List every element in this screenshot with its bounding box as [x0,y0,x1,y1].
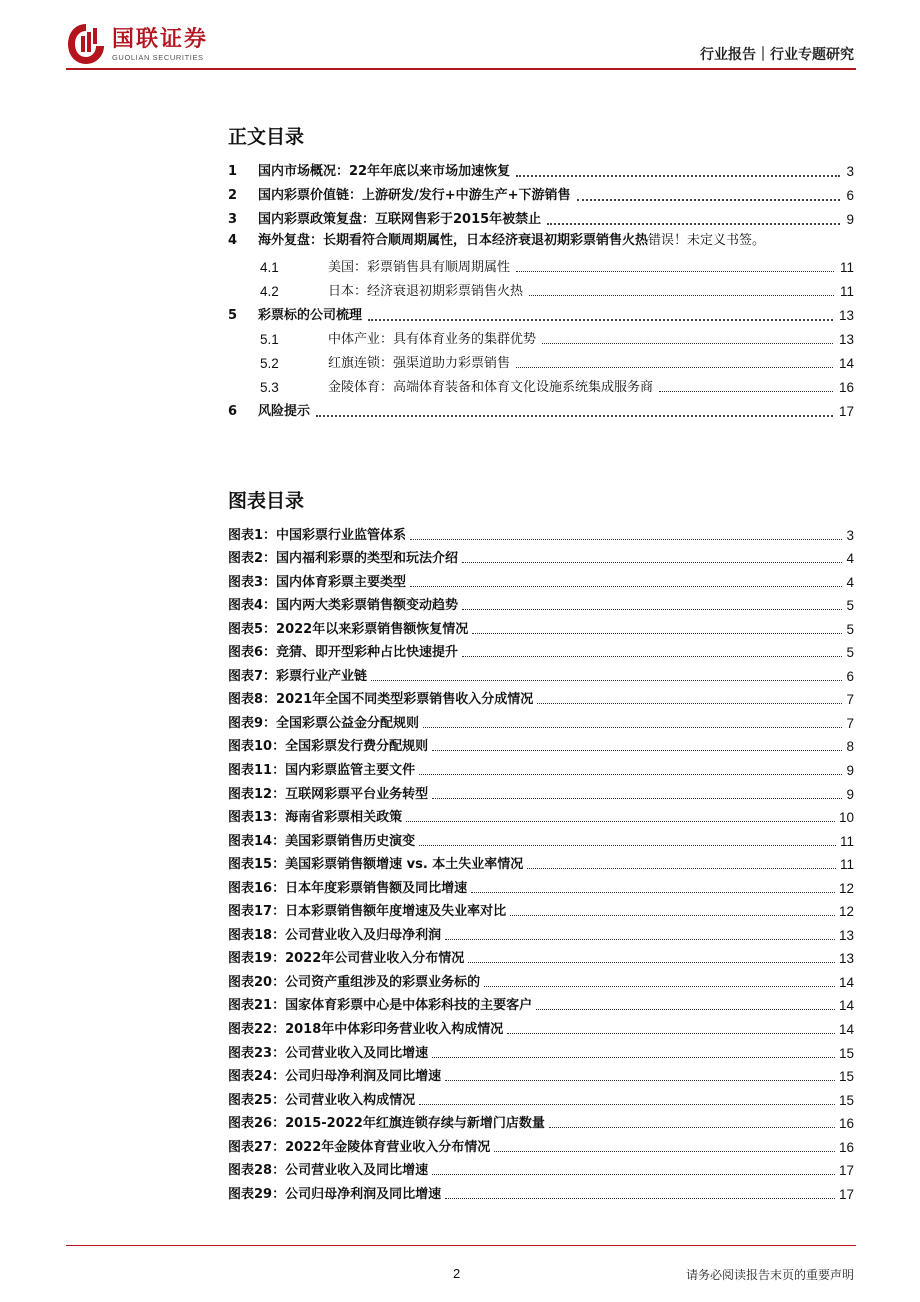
figure-item-label: 图表1：中国彩票行业监管体系 [228,527,407,543]
toc-item[interactable] [228,300,854,324]
figure-item-label: 图表10：全国彩票发行费分配规则 [228,739,429,755]
toc-item[interactable] [228,228,854,252]
toc-item-number: 3 [228,212,238,227]
figure-item-page: 4 [846,574,854,590]
figure-item[interactable] [228,873,854,897]
footer-divider [66,1245,856,1246]
figure-item[interactable] [228,991,854,1015]
dot-leader [419,844,836,846]
figure-item[interactable] [228,685,854,709]
dot-leader [419,773,842,775]
figure-item[interactable] [228,591,854,615]
figure-item-label: 图表8：2021年全国不同类型彩票销售收入分成情况 [228,692,534,708]
figure-item[interactable] [228,638,854,662]
figure-item-label: 图表25：公司营业收入构成情况 [228,1092,416,1108]
figure-item-page: 5 [846,598,854,614]
toc-item-page: 14 [838,356,854,371]
toc-subitem[interactable] [228,276,854,300]
toc-item[interactable] [228,180,854,204]
figure-item-label: 图表24：公司归母净利润及同比增速 [228,1069,442,1085]
figure-item-page: 5 [846,621,854,637]
figure-item-label: 图表23：公司营业收入及同比增速 [228,1045,429,1061]
toc-item-page: 17 [838,404,854,419]
figure-item[interactable] [228,920,854,944]
figure-item-label: 图表14：美国彩票销售历史演变 [228,833,416,849]
figure-item-label: 图表2：国内福利彩票的类型和玩法介绍 [228,551,459,567]
figure-item-label: 图表3：国内体育彩票主要类型 [228,574,407,590]
dot-leader [406,820,835,822]
dot-leader [542,342,833,344]
toc-item[interactable] [228,156,854,180]
figure-item-page: 17 [838,1163,854,1179]
figure-item[interactable] [228,1156,854,1180]
dot-leader [659,390,833,392]
dot-leader [494,1150,835,1152]
logo-english-name: GUOLIAN SECURITIES [112,52,204,62]
toc-list [228,156,854,420]
toc-title: 正文目录 [228,126,305,148]
figure-item[interactable] [228,897,854,921]
figure-item-page: 9 [846,763,854,779]
figure-item[interactable] [228,1062,854,1086]
dot-leader [547,222,840,225]
figure-item-page: 15 [838,1092,854,1108]
dot-leader [423,726,842,728]
toc-item-number: 4 [228,233,238,248]
figure-item[interactable] [228,567,854,591]
figure-item-page: 8 [846,739,854,755]
toc-item-number: 5.1 [260,332,279,347]
figure-item[interactable] [228,944,854,968]
figure-item[interactable] [228,1132,854,1156]
page-number: 2 [453,1266,461,1281]
toc-item-text: 美国：彩票销售具有顺周期属性 [328,260,511,275]
figure-list-title: 图表目录 [228,490,305,512]
figure-item-page: 10 [838,810,854,826]
figure-item-page: 11 [839,833,854,849]
figure-item-page: 12 [838,880,854,896]
toc-subitem[interactable] [228,348,854,372]
dot-leader [577,198,841,201]
figure-item-label: 图表18：公司营业收入及归母净利润 [228,927,442,943]
toc-item[interactable] [228,396,854,420]
toc-subitem[interactable] [228,252,854,276]
toc-item-number: 5.3 [260,380,279,395]
figure-item-page: 14 [838,974,854,990]
toc-item-number: 2 [228,188,238,203]
figure-item[interactable] [228,732,854,756]
figure-item[interactable] [228,850,854,874]
dot-leader [316,414,833,417]
figure-item-page: 9 [846,786,854,802]
dot-leader [516,174,840,177]
toc-item-text: 彩票标的公司梳理 [258,308,363,323]
figure-item[interactable] [228,661,854,685]
dot-leader [516,270,834,272]
guolian-logo-icon [66,22,106,66]
figure-item-label: 图表6：竞猜、即开型彩种占比快速提升 [228,645,459,661]
dot-leader [536,1008,835,1010]
figure-item[interactable] [228,1038,854,1062]
toc-subitem[interactable] [228,372,854,396]
figure-item-label: 图表22：2018年中体彩印务营业收入构成情况 [228,1022,504,1038]
figure-item-label: 图表11：国内彩票监管主要文件 [228,763,416,779]
figure-item-label: 图表13：海南省彩票相关政策 [228,810,403,826]
toc-item-page: 3 [846,164,854,179]
dot-leader [527,867,836,869]
toc-item[interactable] [228,204,854,228]
dot-leader [507,1032,835,1034]
dot-leader [445,938,835,940]
figure-item-page: 3 [846,527,854,543]
dot-leader [432,1173,835,1175]
dot-leader [462,655,842,657]
figure-item-label: 图表27：2022年金陵体育营业收入分布情况 [228,1139,491,1155]
toc-item-number: 5.2 [260,356,279,371]
dot-leader [419,1103,835,1105]
figure-item[interactable] [228,544,854,568]
figure-item-label: 图表9：全国彩票公益金分配规则 [228,715,420,731]
figure-item-label: 图表21：国家体育彩票中心是中体彩科技的主要客户 [228,998,533,1014]
figure-item[interactable] [228,755,854,779]
toc-item-text: 红旗连锁：强渠道助力彩票销售 [328,356,511,371]
figure-item[interactable] [228,520,854,544]
figure-item-page: 7 [846,692,854,708]
dot-leader [471,891,835,893]
dot-leader [537,702,842,704]
toc-item-number: 5 [228,308,238,323]
figure-item[interactable] [228,779,854,803]
figure-item-page: 15 [838,1045,854,1061]
toc-item-text: 海外复盘：长期看符合顺周期属性，日本经济衰退初期彩票销售火热 [258,233,649,248]
figure-item-label: 图表20：公司资产重组涉及的彩票业务标的 [228,974,481,990]
dot-leader [432,1056,835,1058]
dot-leader [432,797,842,799]
figure-item[interactable] [228,1109,854,1133]
toc-item-text: 国内市场概况：22年年底以来市场加速恢复 [258,164,511,179]
figure-item[interactable] [228,708,854,732]
toc-item-number: 4.2 [260,284,279,299]
dot-leader [529,294,834,296]
logo-chinese-name: 国联证券 [112,26,209,52]
dot-leader [549,1126,835,1128]
toc-item-text: 国内彩票价值链：上游研发/发行+中游生产+下游销售 [258,188,571,203]
figure-item-page: 13 [838,927,854,943]
toc-item-text: 国内彩票政策复盘：互联网售彩于2015年被禁止 [258,212,542,227]
figure-item[interactable] [228,803,854,827]
page-header [0,0,920,80]
toc-item-number: 6 [228,404,238,419]
figure-item-page: 14 [838,998,854,1014]
figure-item-page: 7 [846,715,854,731]
figure-item-label: 图表5：2022年以来彩票销售额恢复情况 [228,621,469,637]
toc-item-number: 1 [228,164,238,179]
dot-leader [445,1197,835,1199]
toc-item-page: 11 [839,260,854,275]
toc-item-number: 4.1 [260,260,279,275]
figure-item[interactable] [228,614,854,638]
dot-leader [368,318,833,321]
figure-item-label: 图表12：互联网彩票平台业务转型 [228,786,429,802]
dot-leader [410,585,842,587]
figure-item-label: 图表7：彩票行业产业链 [228,668,368,684]
figure-item-page: 5 [846,645,854,661]
toc-bookmark-error: 错误！未定义书签。 [648,233,766,248]
toc-item-page: 11 [839,284,854,299]
figure-item[interactable] [228,1014,854,1038]
figure-item-label: 图表4：国内两大类彩票销售额变动趋势 [228,598,459,614]
figure-item-page: 16 [838,1139,854,1155]
toc-item-text: 中体产业：具有体育业务的集群优势 [328,332,537,347]
figure-item-label: 图表15：美国彩票销售额增速 vs. 本土失业率情况 [228,857,524,873]
figure-item-page: 12 [838,904,854,920]
toc-item-page: 6 [846,188,854,203]
figure-item[interactable] [228,967,854,991]
figure-item-label: 图表29：公司归母净利润及同比增速 [228,1186,442,1202]
figure-item-page: 13 [838,951,854,967]
figure-item-label: 图表19：2022年公司营业收入分布情况 [228,951,465,967]
dot-leader [472,632,842,634]
dot-leader [484,985,835,987]
toc-item-text: 日本：经济衰退初期彩票销售火热 [328,284,524,299]
dot-leader [510,914,835,916]
figure-item-page: 14 [838,1022,854,1038]
figure-item[interactable] [228,1179,854,1203]
dot-leader [516,366,833,368]
toc-item-page: 13 [838,332,854,347]
figure-item[interactable] [228,1085,854,1109]
figure-item-label: 图表17：日本彩票销售额年度增速及失业率对比 [228,904,507,920]
toc-subitem[interactable] [228,324,854,348]
company-logo [66,22,208,66]
toc-item-page: 16 [838,380,854,395]
figure-item-page: 16 [838,1116,854,1132]
toc-item-page: 9 [846,212,854,227]
figure-item-label: 图表28：公司营业收入及同比增速 [228,1163,429,1179]
dot-leader [462,608,842,610]
figure-item-page: 6 [846,668,854,684]
toc-item-text: 金陵体育：高端体育装备和体育文化设施系统集成服务商 [328,380,654,395]
figure-item-page: 4 [846,551,854,567]
dot-leader [468,961,835,963]
figure-item-page: 15 [838,1069,854,1085]
disclaimer-note: 请务必阅读报告末页的重要声明 [685,1268,854,1282]
report-type: 行业报告｜行业专题研究 [700,47,854,63]
dot-leader [445,1079,835,1081]
dot-leader [410,538,842,540]
toc-item-page: 13 [838,308,854,323]
figure-item-label: 图表16：日本年度彩票销售额及同比增速 [228,880,468,896]
figure-item-page: 17 [838,1186,854,1202]
figure-list [228,520,854,1203]
dot-leader [432,749,842,751]
dot-leader [371,679,842,681]
dot-leader [462,561,842,563]
figure-item-label: 图表26：2015-2022年红旗连锁存续与新增门店数量 [228,1116,545,1132]
toc-item-text: 风险提示 [258,404,311,419]
figure-item-page: 11 [839,857,854,873]
header-divider [66,68,856,70]
figure-item[interactable] [228,826,854,850]
